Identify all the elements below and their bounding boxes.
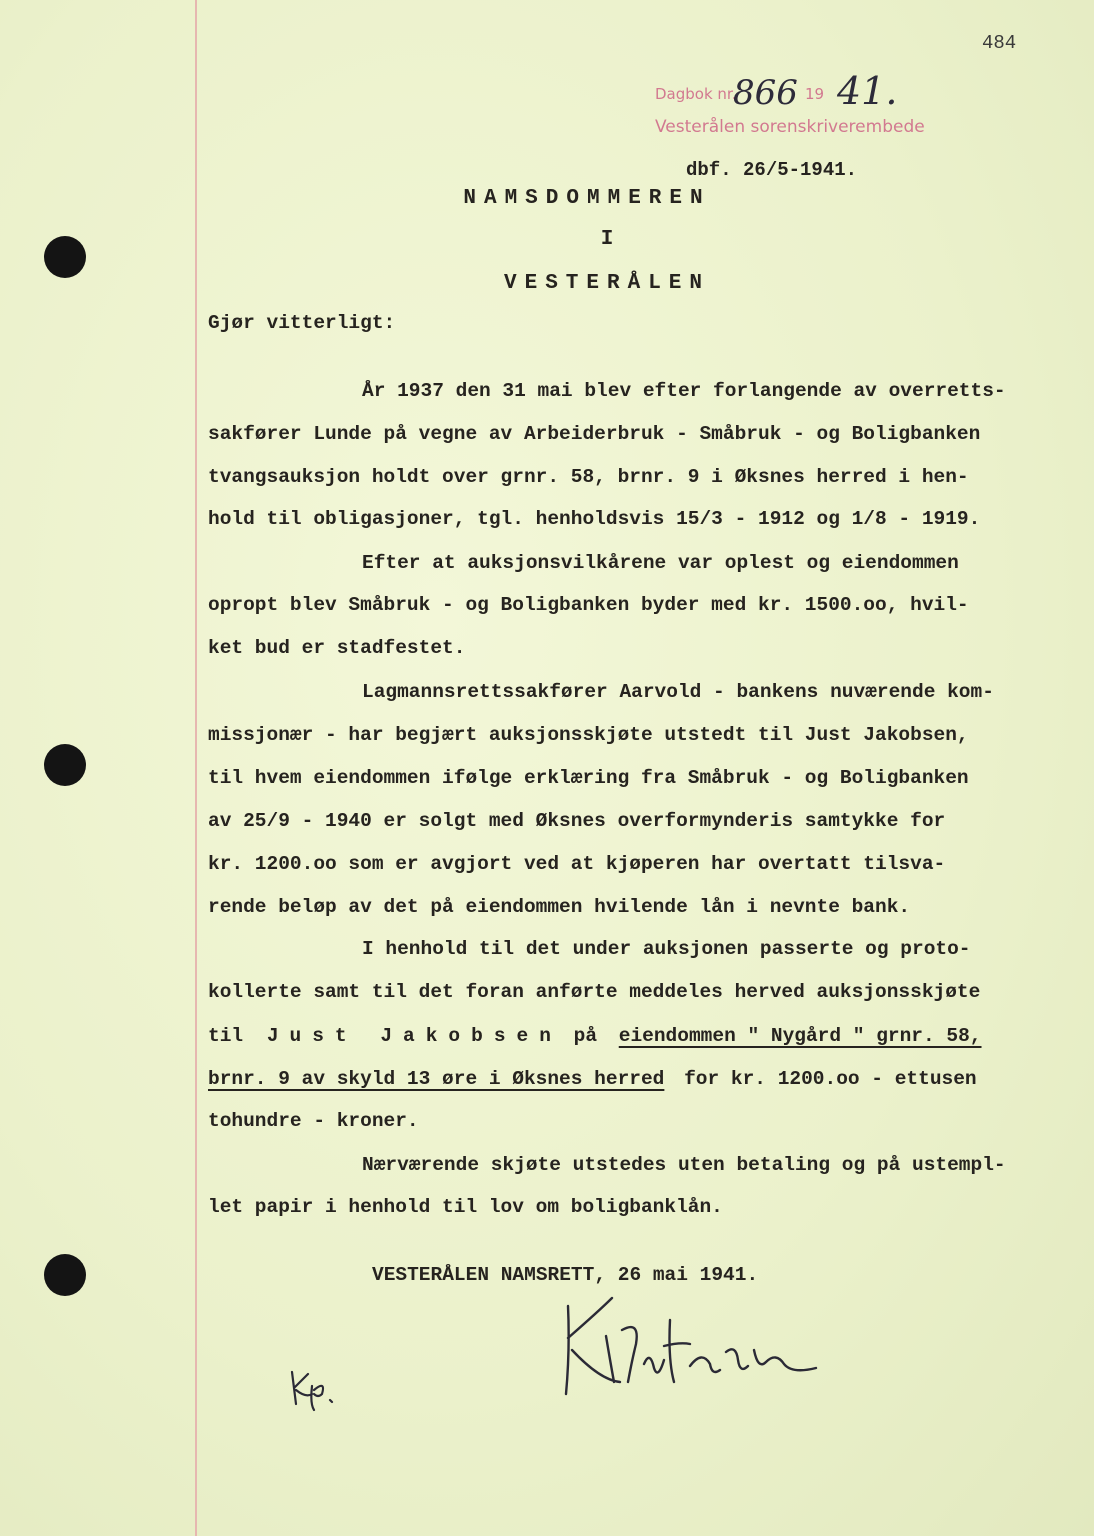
text-line: År 1937 den 31 mai blev efter forlangende av overretts- [362, 380, 1006, 402]
text-line: rende beløp av det på eiendommen hvilende lån i nevnte bank. [208, 896, 911, 918]
heading-line-3: VESTERÅLEN [503, 272, 711, 295]
text-line-property [208, 1025, 982, 1047]
text-line: I henhold til det under auksjonen passerte og proto- [362, 938, 971, 960]
journal-number: 866 [733, 73, 798, 113]
journal-stamp-line1 [655, 69, 898, 113]
journal-year: 41. [837, 69, 898, 113]
text-line: tohundre - kroner. [208, 1110, 419, 1132]
text-line: let papir i henhold til lov om boligbanklån. [208, 1196, 723, 1218]
text-line-property [208, 1068, 977, 1090]
text-fragment: for kr. 1200.oo - ettusen [684, 1068, 977, 1090]
text-line: til hvem eiendommen ifølge erklæring fra Småbruk - og Boligbanken [208, 767, 969, 789]
text-line: Lagmannsrettssakfører Aarvold - bankens nuværende kom- [362, 681, 994, 703]
text-line: missjonær - har begjært auksjonsskjøte utstedt til Just Jakobsen, [208, 724, 969, 746]
text-line: tvangsauksjon holdt over grnr. 58, brnr. 9 i Øksnes herred i hen- [208, 466, 969, 488]
stamp-year-prefix: 19 [805, 85, 825, 103]
text-line: ket bud er stadfestet. [208, 637, 466, 659]
journal-stamp-line2: Vesterålen sorenskriverembede [655, 117, 925, 137]
signature [540, 1290, 840, 1410]
salutation: Gjør vitterligt: [208, 312, 396, 334]
text-line: opropt blev Småbruk - og Boligbanken byder med kr. 1500.oo, hvil- [208, 594, 969, 616]
heading-line-2: I [600, 228, 614, 251]
text-line: Nærværende skjøte utstedes uten betaling og på ustempl- [362, 1154, 1006, 1176]
text-line: av 25/9 - 1940 er solgt med Øksnes overformynderis samtykke for [208, 810, 946, 832]
stamp-prefix: Dagbok nr. [655, 85, 737, 103]
text-fragment: til [208, 1025, 244, 1047]
initials-mark [286, 1364, 346, 1414]
property-description: brnr. 9 av skyld 13 øre i Øksnes herred [208, 1068, 665, 1090]
punch-hole-middle [44, 744, 86, 786]
dbf-date: dbf. 26/5-1941. [686, 159, 858, 181]
page-number: 484 [982, 32, 1017, 54]
text-line: Efter at auksjonsvilkårene var oplest og eiendommen [362, 552, 959, 574]
heading-line-1: NAMSDOMMEREN [463, 187, 711, 210]
property-description: eiendommen " Nygård " grnr. 58, [618, 1025, 982, 1047]
text-line: kollerte samt til det foran anførte meddeles herved auksjonsskjøte [208, 981, 981, 1003]
punch-hole-bottom [44, 1254, 86, 1296]
text-fragment: på [573, 1025, 598, 1047]
text-line: sakfører Lunde på vegne av Arbeiderbruk - Småbruk - og Boligbanken [208, 423, 981, 445]
text-line: kr. 1200.oo som er avgjort ved at kjøperen har overtatt tilsva- [208, 853, 946, 875]
text-line: hold til obligasjoner, tgl. henholdsvis 15/3 - 1912 og 1/8 - 1919. [208, 508, 981, 530]
place-date: VESTERÅLEN NAMSRETT, 26 mai 1941. [372, 1264, 759, 1286]
buyer-name: Just Jakobsen [266, 1025, 562, 1047]
